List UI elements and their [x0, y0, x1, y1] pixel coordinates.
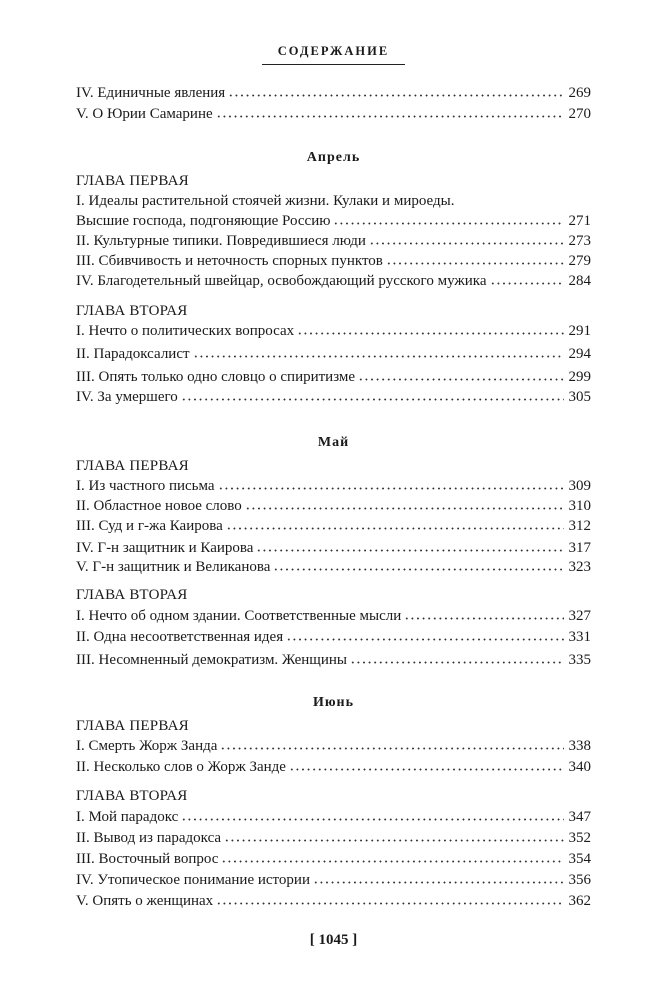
toc-entry: [76, 271, 591, 291]
toc-entry-title: II. Вывод из парадокса: [76, 830, 222, 846]
toc-entry-title: Высшие господа, подгоняющие Россию: [76, 213, 331, 229]
toc-entry: [76, 344, 591, 364]
dot-leader: [221, 860, 564, 863]
toc-entry-title: II. Одна несоответственная идея: [76, 629, 284, 645]
toc-entry-title: IV. Г-н защитник и Каирова: [76, 540, 254, 556]
toc-entry-page: 309: [568, 478, 591, 494]
toc-entry-page: 284: [568, 273, 591, 289]
toc-entry: [76, 104, 591, 124]
toc-entry: [76, 231, 591, 251]
toc-entry-title: I. Нечто об одном здании. Соответственные мысли: [76, 608, 402, 624]
dot-leader: [490, 282, 565, 285]
chapter-heading: ГЛАВА ПЕРВАЯ: [76, 173, 189, 189]
dot-leader: [313, 881, 564, 884]
toc-entry: [76, 807, 591, 827]
toc-entry-title: IV. За умершего: [76, 389, 178, 405]
dot-leader: [333, 222, 564, 225]
dot-leader: [404, 617, 564, 620]
toc-entry-page: 305: [568, 389, 591, 405]
toc-entry: [76, 516, 591, 536]
dot-leader: [350, 661, 564, 664]
chapter-heading: ГЛАВА ВТОРАЯ: [76, 788, 188, 804]
toc-entry-first-line: [76, 191, 591, 211]
toc-entry-page: 362: [568, 893, 591, 909]
toc-entry-page: 317: [568, 540, 591, 556]
toc-entry: [76, 387, 591, 407]
toc-entry-page: 354: [568, 851, 591, 867]
toc-entry-page: 356: [568, 872, 591, 888]
dot-leader: [224, 839, 564, 842]
toc-entry-page: 269: [568, 85, 591, 101]
page-number: [ 1045 ]: [309, 932, 358, 948]
toc-entry-page: 347: [568, 809, 591, 825]
dot-leader: [216, 902, 564, 905]
dot-leader: [256, 549, 564, 552]
toc-entry-title: IV. Утопическое понимание истории: [76, 872, 310, 888]
dot-leader: [358, 378, 564, 381]
toc-entry: [76, 736, 591, 756]
toc-entry-page: 312: [568, 518, 591, 534]
dot-leader: [228, 94, 564, 97]
toc-entry-title: II. Несколько слов о Жорж Занде: [76, 759, 286, 775]
dot-leader: [297, 332, 564, 335]
toc-entry-page: 299: [568, 369, 591, 385]
toc-entry-page: 310: [568, 498, 591, 514]
chapter-heading: ГЛАВА ВТОРАЯ: [76, 587, 188, 603]
toc-entry: [76, 496, 591, 516]
toc-entry-title: I. Идеалы растительной стоячей жизни. Кулаки и мироеды.: [76, 193, 455, 209]
chapter-heading: ГЛАВА ВТОРАЯ: [76, 303, 188, 319]
dot-leader: [216, 115, 564, 118]
chapter-heading: ГЛАВА ПЕРВАЯ: [76, 718, 189, 734]
month-heading-april: Апрель: [306, 150, 361, 165]
toc-entry-title: II. Парадоксалист: [76, 346, 190, 362]
toc-entry-page: 323: [568, 559, 591, 575]
dot-leader: [386, 262, 564, 265]
toc-entry-title: I. Из частного письма: [76, 478, 215, 494]
toc-entry-page: 338: [568, 738, 591, 754]
toc-entry-page: 294: [568, 346, 591, 362]
toc-entry: [76, 891, 591, 911]
toc-entry-title: I. Мой парадокс: [76, 809, 179, 825]
toc-entry-page: 327: [568, 608, 591, 624]
toc-entry: [76, 538, 591, 558]
toc-entry: [76, 627, 591, 647]
toc-entry-title: V. Г-н защитник и Великанова: [76, 559, 271, 575]
dot-leader: [273, 568, 564, 571]
dot-leader: [220, 747, 564, 750]
toc-entry-title: III. Восточный вопрос: [76, 851, 219, 867]
toc-entry: [76, 849, 591, 869]
toc-entry: [76, 757, 591, 777]
toc-entry: [76, 606, 591, 626]
toc-entry-page: 331: [568, 629, 591, 645]
toc-entry-title: II. Культурные типики. Повредившиеся люди: [76, 233, 366, 249]
toc-entry-page: 335: [568, 652, 591, 668]
chapter-heading: ГЛАВА ПЕРВАЯ: [76, 458, 189, 474]
toc-entry-page: 273: [568, 233, 591, 249]
toc-entry-title: V. Опять о женщинах: [76, 893, 214, 909]
toc-entry: [76, 870, 591, 890]
toc-entry: [76, 650, 591, 670]
toc-entry-title: III. Несомненный демократизм. Женщины: [76, 652, 347, 668]
dot-leader: [181, 818, 564, 821]
toc-entry-title: II. Областное новое слово: [76, 498, 242, 514]
toc-entry-page: 340: [568, 759, 591, 775]
toc-entry: [76, 321, 591, 341]
toc-entry-page: 271: [568, 213, 591, 229]
toc-entry-page: 270: [568, 106, 591, 122]
toc-entry-page: 352: [568, 830, 591, 846]
dot-leader: [226, 527, 564, 530]
toc-entry-title: V. О Юрии Самарине: [76, 106, 213, 122]
toc-entry: [76, 367, 591, 387]
dot-leader: [181, 398, 564, 401]
toc-entry-title: III. Суд и г-жа Каирова: [76, 518, 223, 534]
month-heading-june: Июнь: [312, 695, 355, 710]
toc-entry: [76, 476, 591, 496]
dot-leader: [245, 507, 564, 510]
dot-leader: [218, 487, 564, 490]
toc-entry-page: 291: [568, 323, 591, 339]
running-head: СОДЕРЖАНИЕ: [277, 44, 390, 58]
toc-entry: [76, 211, 591, 231]
dot-leader: [289, 768, 564, 771]
toc-entry-title: III. Опять только одно словцо о спиритизме: [76, 369, 356, 385]
dot-leader: [286, 638, 564, 641]
toc-entry: [76, 557, 591, 577]
header-rule: [262, 64, 405, 65]
toc-entry: [76, 83, 591, 103]
toc-entry-title: III. Сбивчивость и неточность спорных пунктов: [76, 253, 383, 269]
toc-entry-page: 279: [568, 253, 591, 269]
month-heading-may: Май: [317, 435, 350, 450]
toc-entry-title: IV. Единичные явления: [76, 85, 226, 101]
dot-leader: [369, 242, 564, 245]
toc-entry: [76, 251, 591, 271]
toc-entry-title: I. Нечто о политических вопросах: [76, 323, 295, 339]
toc-entry: [76, 828, 591, 848]
dot-leader: [193, 355, 564, 358]
toc-entry-title: I. Смерть Жорж Занда: [76, 738, 218, 754]
toc-entry-title: IV. Благодетельный швейцар, освобождающий русского мужика: [76, 273, 487, 289]
